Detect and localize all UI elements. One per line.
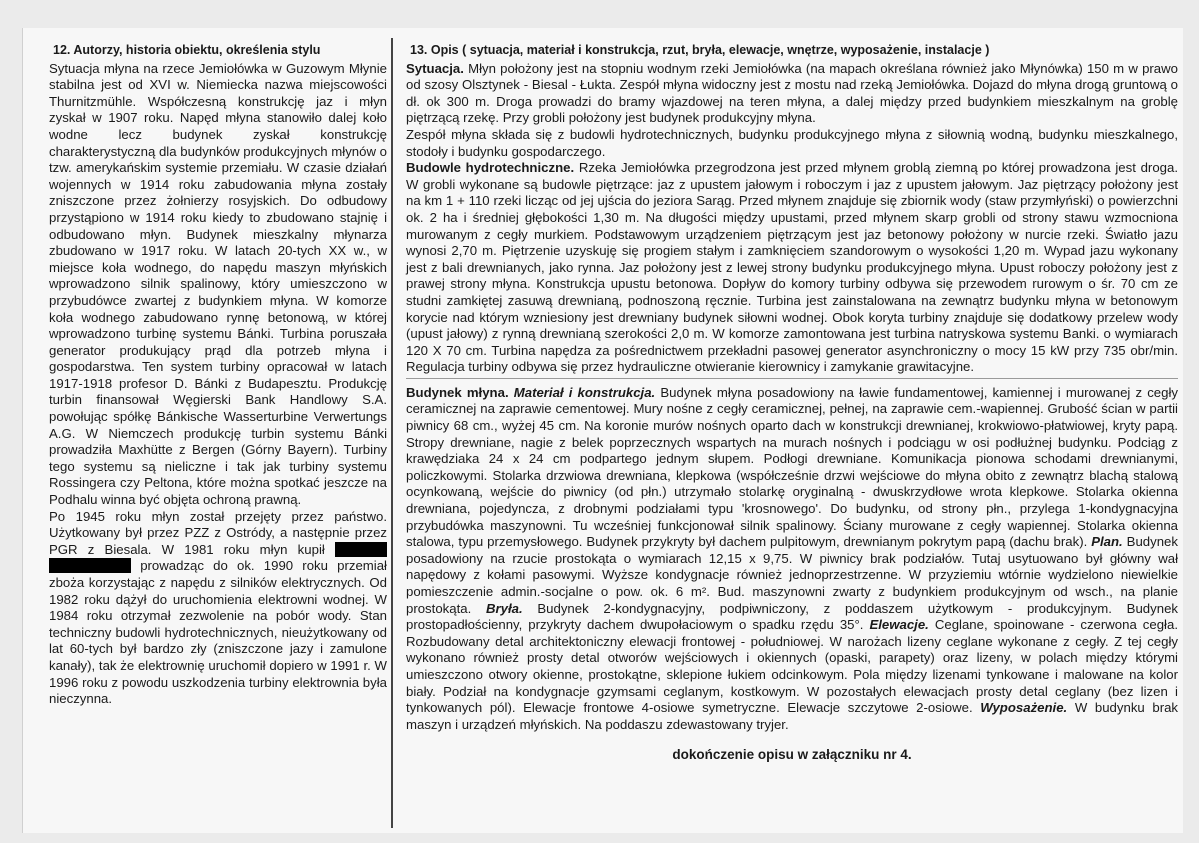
mill-building-paragraph [406,385,1178,733]
redaction-box-2 [49,558,131,573]
situation-paragraph [406,61,1178,127]
history-paragraph-2 [49,509,387,708]
hydro-text: Rzeka Jemiołówka przegrodzona jest przed młynem groblą ziemną po której prowadzona jest droga. W grobli wykonane są budowle piętrzące: jaz z upustem jałowym i roboczym i jaz z upustem jałowym. Jaz piętrzący położony jest na km 1 + 110 rzeki licząc od jej ujścia do jeziora Sarąg. Przed młynem znajduje się zbiornik wody (staw przymłyński) o powierzchni ok. 2 ha i średniej głębokości 1,30 m. Na długości między upustami, przed młynem skarp grobli od strony stawu wzmocniona murowanym z cegły murkiem. Podstawowym urządzeniem piętrzącym jest jaz betonowy położony w nurcie rzeki. Światło jazu wynosi 2,70 m. Piętrzenie uzyskuję się progiem stałym i zamknięciem szandorowym o wysokości 1,20 m. Wypad jazu wykonany jest z bali drewnianych, jako rynna. Jaz położony jest z lewej strony budynku produkcyjnego młyna. Upust roboczy położony jest z prawej strony młyna. Konstrukcja upustu betonowa. Dopływ do komory turbiny odbywa się przewodem rurowym o śr. 70 cm ze studni zamkiętej zasuwą drewnianą, podnoszoną ręcznie. Turbina jest zainstalowana na zewnątrz budynku młyna w betonowym korycie nad którym wzniesiony jest drewniany budynek siłowni wodnej. Obok koryta turbiny znajduje się dodatkowy przelew wody (upust jałowy) z rynną drewnianą szerokości 2,0 m. W komorze zamontowana jest turbina natryskowa systemu Banki. o wymiarach 120 X 70 cm. Turbina napędza za pośrednictwem przekładni pasowej generator asynchroniczny o mocy 15 kW przy 735 obr/min. Regulacja turbiny odbywa się przez hydrauliczne otwieranie kierownicy i zamykanie grawitacyjne. [406,160,1178,375]
redaction-box-1 [335,542,387,557]
continuation-note: dokończenie opisu w załączniku nr 4. [672,747,912,763]
material-text: Budynek młyna posadowiony na ławie fundamentowej, kamiennej i murowanej z cegły ceramicznej na zaprawie cementowej. Mury nośne z cegły ceramicznej, pełnej, na zaprawie cem.-wapiennej. Grubość ścian w partii piwnicy 68 cm., wyżej 45 cm. Na koronie murów nośnych oparto dach w konstrukcji drewnianej, krokwiowo-płatwiowej, kryty papą. Stropy drewniane, nagie z belek poprzecznych wspartych na murach nośnych i podciągu w osi podłużnej budynku. Podciąg z krawędziaka 24 x 24 cm podpartego jednym słupem. Podłogi drewniane. Komunikacja pionowa schodami drewnianymi, policzkowymi. Stolarka drzwiowa drewniana, klepkowa (współcześnie drzwi wejściowe do młyna obito z zewnątrz blachą stalową ocynkowaną, wejście do piwnicy (od płn.) utrzymało stolarkę oryginalną - dwuskrzydłowe wrota klepkowe. Stolarka okienna drewniana, pojedyncza, z drobnymi podziałami typu 'krosnowego'. Do budynku, od strony płn., przylega 1-kondygnacyjna przybudówka maszynowni. Tu wcześniej funkcjonował silnik spalinowy. Ściany murowane z cegły wapiennej. Stolarka okienna stalowa, typu przemysłowego. Budynek przykryty był dachem pulpitowym, drewnianym pokrytym papą (dachu brak). [406,384,1178,550]
mill-building-block [406,385,1178,733]
bryla-label: Bryła. [485,600,523,616]
equipment-label: Wyposażenie. [980,700,1068,716]
history-column [49,42,387,708]
plan-label: Plan. [1091,534,1123,550]
section-13-heading: 13. Opis ( sytuacja, materiał i konstrukcja, rzut, bryła, elewacje, wnętrze, wyposażenie, instalacje ) [410,43,990,57]
bryla-text: Budynek 2-kondygnacyjny, podpiwniczony, z poddaszem użytkowym - produkcyjnym. Budynek prostopadłościenny, przykryty dachem dwupołaciowym o spadku rzędu 35°. [406,600,1178,633]
elevations-label: Elewacje. [869,617,929,633]
complex-paragraph: Zespół młyna składa się z budowli hydrotechnicznych, budynku produkcyjnego młyna z siłownią wodną, budynku mieszkalnego, stodoły i budynku gospodarczego. [406,126,1178,159]
hydro-label: Budowle hydrotechniczne. [406,160,575,176]
situation-block [406,61,1178,379]
situation-label: Sytuacja. [406,60,464,76]
plan-text: Budynek posadowiony na rzucie prostokąta o wymiarach 12,15 x 9,75. W piwnicy brak podziałów. Tutaj usytuowano był główny wał napędowy z kołami pasowymi. Wyższe kondygnacje również jednoprzestrzenne. W przyziemiu wtórnie wydzielono niewielkie pomieszczenie admin.-socjalne o pow. ok. 6 m². Bud. maszynowni zwarty z budynkiem produkcyjnym od wsch., na planie prostokąta. [406,534,1178,616]
column-divider [391,38,393,828]
document-sheet [22,28,1183,833]
history-paragraph-2-start: Po 1945 roku młyn został przejęty przez państwo. Użytkowany był przez PZZ z Ostródy, a następnie przez PGR z Biesala. W 1981 roku młyn kupił [49,508,387,557]
elevations-text: Ceglane, spoinowane - czerwona cegła. Rozbudowany detal architektoniczny elewacji frontowej - południowej. W narożach lizeny ceglane wykonane z cegły. Z tej cegły wykonano również prosty detal otworów wejściowych i okiennych (opaski, parapety) oraz lizeny, w polach między którymi umieszczono otwory okienne, prostokątne, sklepione łukiem odcinkowym. Pola między lizenami tynkowane i malowane na kolor biały. Podział na kondygnacje gzymsami ceglanym, kostkowym. W pozostałych elewacjach prosty detal ceglany (bez lizen i tynkowanych pól). Elewacje frontowe 4-osiowe symetryczne. Elewacje szczytowe 2-osiowe. [406,617,1178,716]
equipment-text: W budynku brak maszyn i urządzeń młyńskich. Na poddaszu zdewastowany tryjer. [406,700,1179,732]
mill-building-label: Budynek młyna. [406,384,509,400]
description-column [406,42,1178,764]
material-label: Materiał i konstrukcja. [513,384,656,400]
section-12-heading: 12. Autorzy, historia obiektu, określenia stylu [53,43,321,57]
history-paragraph-2-end: prowadząc do ok. 1990 roku przemiał zboża korzystając z napędu z silników elektrycznych. Od 1982 roku dążył do uruchomienia elektrowni wodnej. W 1984 roku otrzymał zezwolenie na pobór wody. Stan techniczny budowli hydrotechnicznych, nieużytkowany od lat 60-tych był bardzo zły (zniszczone jazy i zamulone kanały), tak że elektrownię uruchomił dopiero w 1991 r. W 1996 roku z powodu uszkodzenia turbiny elektrownia była nieczynna. [49,558,387,707]
situation-text: Młyn położony jest na stopniu wodnym rzeki Jemiołówka (na mapach określana również jako Młynówka) 150 m w prawo od szosy Olsztynek - Biesal - Łukta. Zespół młyna widoczny jest z mostu nad rzeką Jemiołówka. Dojazd do młyna drogą gruntową o dł. ok 300 m. Droga prowadzi do bramy wjazdowej na teren młyna, a dalej między przed budynkiem mieszkalnym na groblę piętrzącą rzekę. Przy grobli położony jest budynek produkcyjny młyna. [406,60,1178,126]
hydro-paragraph [406,160,1178,376]
history-paragraph-1: Sytuacja młyna na rzece Jemiołówka w Guzowym Młynie stabilna jest od XVI w. Niemiecka nazwa miejscowości Thurnitzmühle. Współczesną konstrukcję jaz i młyn zyskał w 1907 roku. Napęd młyna stanowiło dalej koło wodne lecz budynek zyskał konstrukcję charakterystyczną dla budynków produkcyjnych młynów o tzw. amerykańskim systemie przemiału. W czasie działań wojennych w 1914 roku zabudowania młyna zostały zniszczone przez żołnierzy rosyjskich. Do odbudowy przystąpiono w 1914 roku kiedy to zbudowano stajnię i odbudowano młyn. Budynek mieszkalny młynarza zbudowano w 1917 roku. W latach 20-tych XX w., w miejsce koła wodnego, do napędu maszyn młyńskich wprowadzono silnik spalinowy, który umieszczono w przybudówce zwartej z budynkiem młyna. W komorze koła wodnego zabudowano rynnę betonową, w której wprowadzono turbinę systemu Bánki. Turbina poruszała generator produkujący prąd dla potrzeb młyna i gospodarstwa. Ten system turbiny opracował w latach 1917-1918 profesor D. Bánki z Budapesztu. Produkcję turbin finansował Węgierski Bank Handlowy S.A. powołując spółkę Bánkische Wasserturbine Verwertungs A.G. W Niemczech produkcję turbin systemu Bánki prowadziła Maxhütte z Bergen (Górny Bayern). Turbiny tego systemu są nieliczne i tak jak turbiny systemu Rossingera czy Peltona, które można spotkać jeszcze na Podhalu winna być objęta ochroną prawną. [49,60,387,508]
